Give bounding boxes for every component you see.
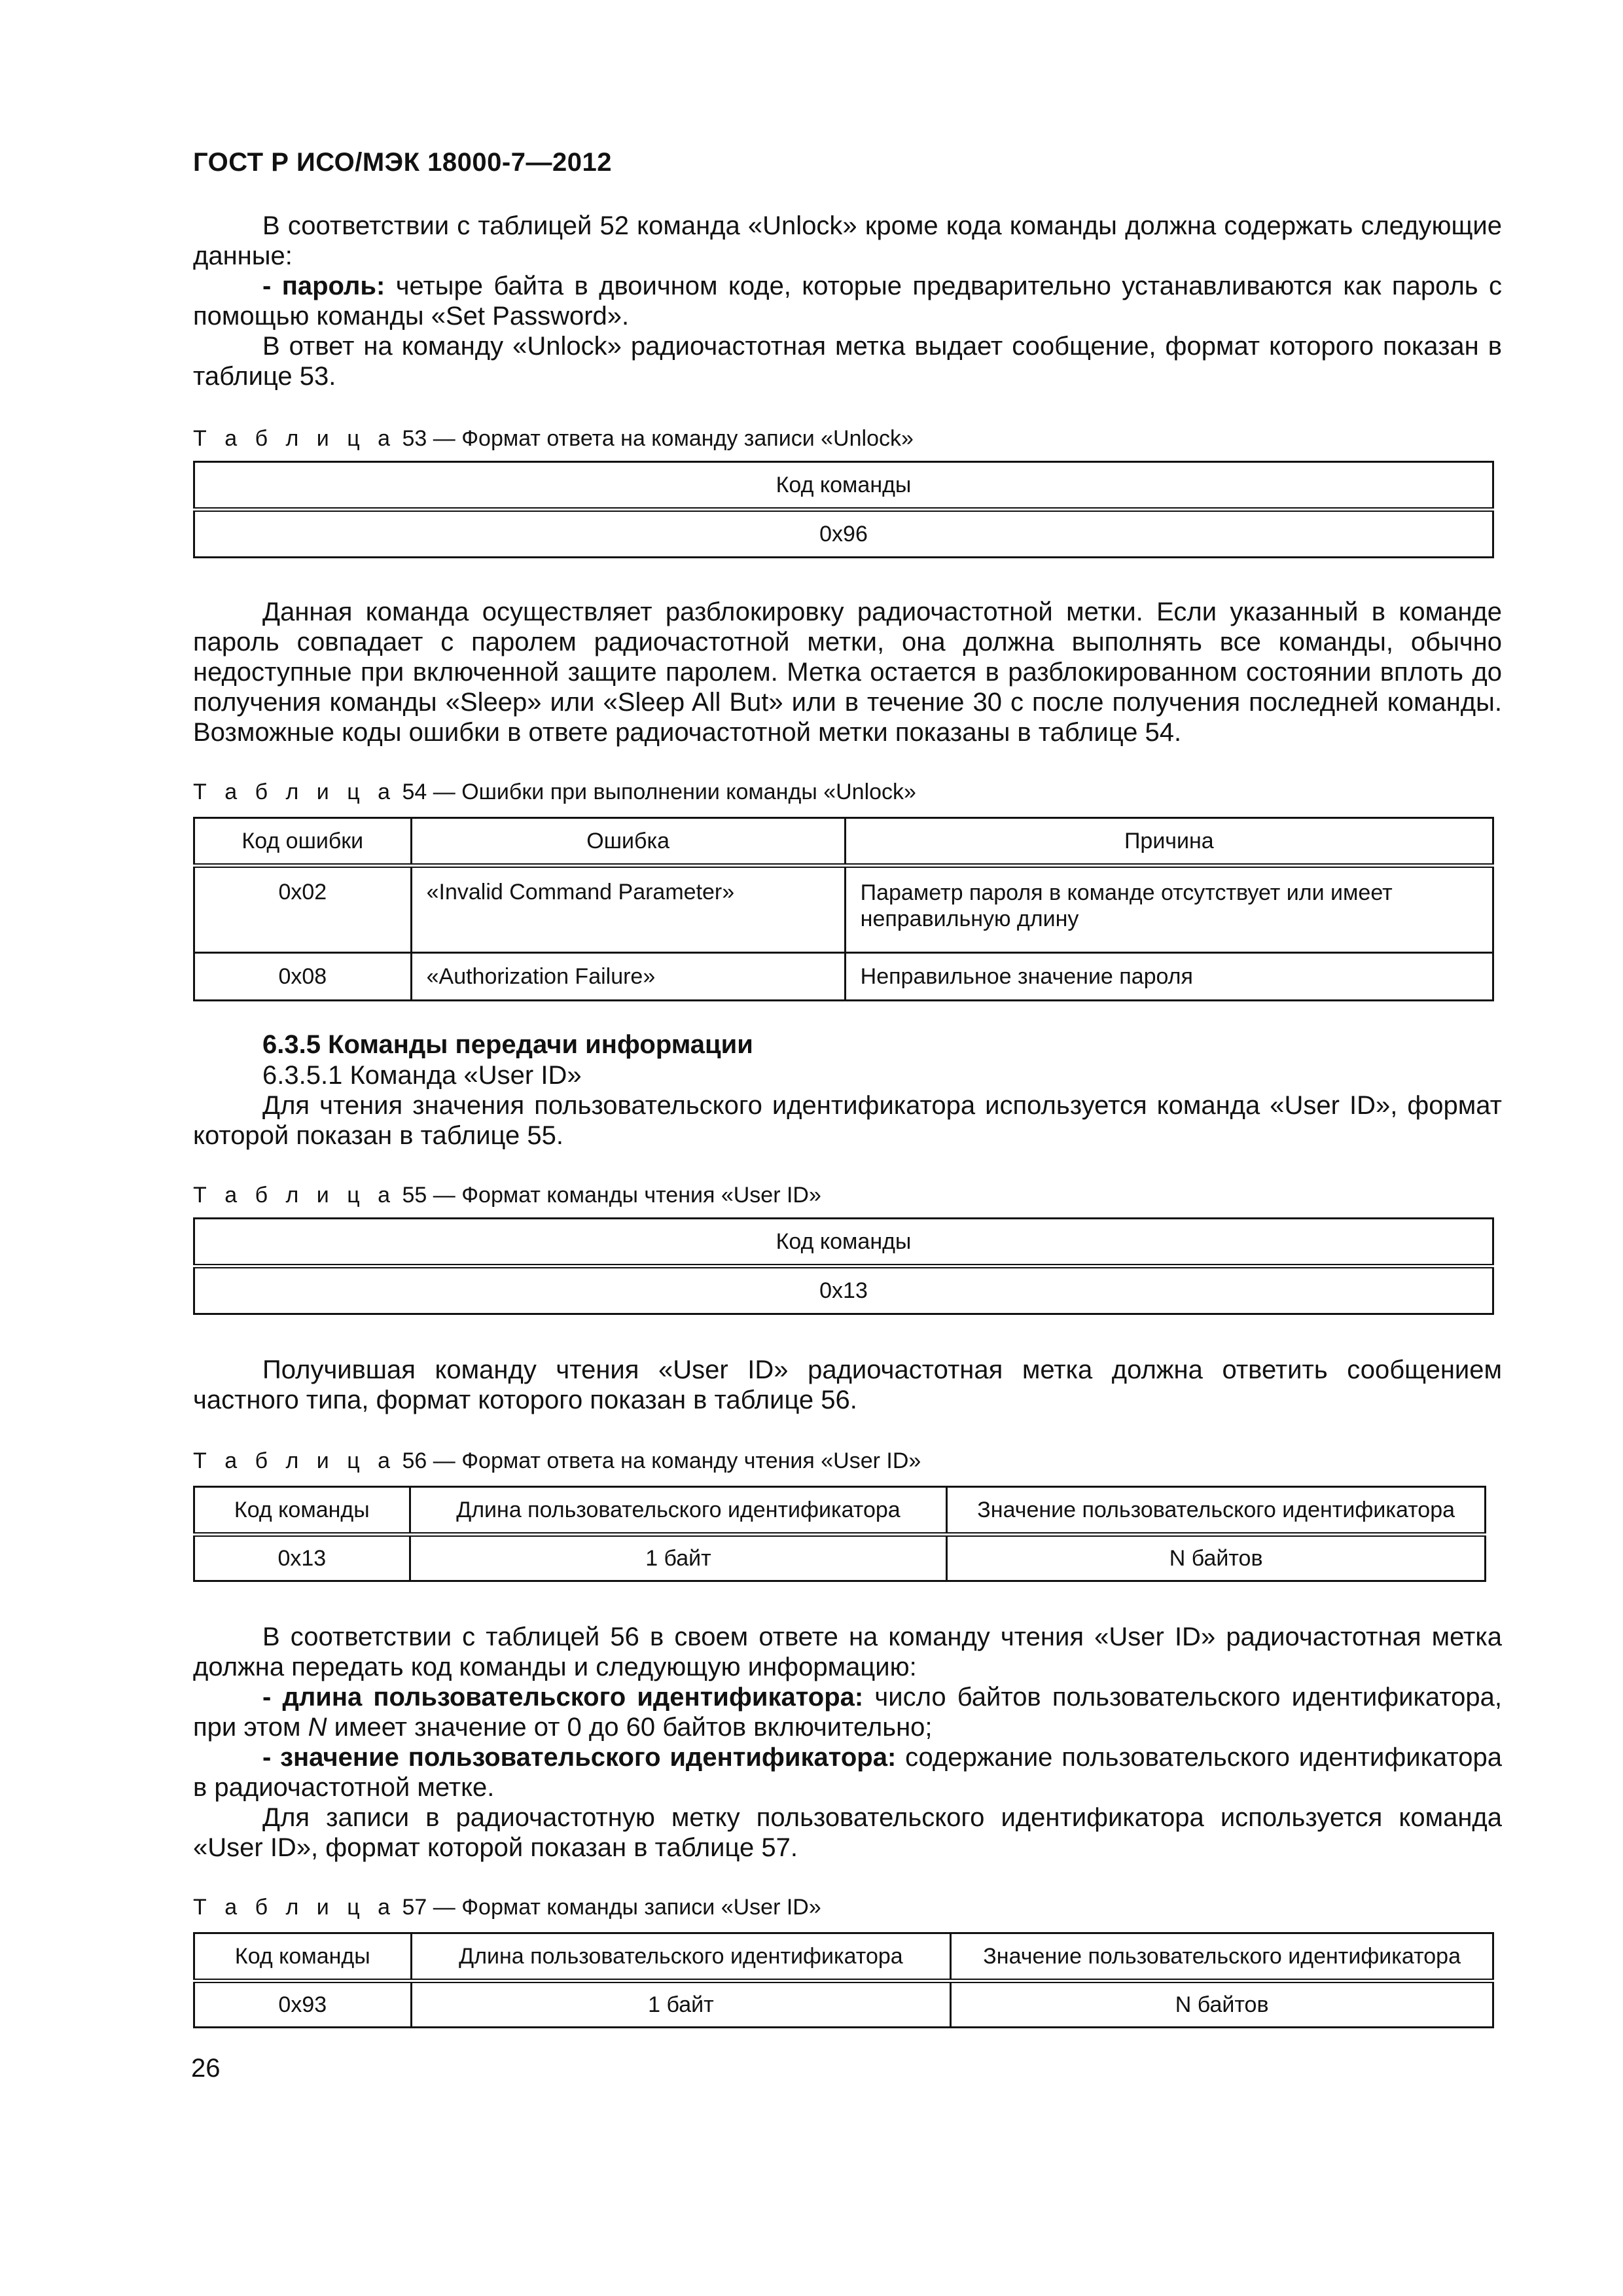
table-54-caption [193, 779, 916, 805]
paragraph: Для чтения значения пользовательского идентификатора используется команда «User ID», формат которой показан в таблице 55. [193, 1091, 1502, 1150]
document-header: ГОСТ Р ИСО/МЭК 18000-7—2012 [193, 148, 612, 177]
table-cell: N байтов [947, 1535, 1486, 1581]
paragraph: Для записи в радиочастотную метку пользовательского идентификатора используется команда «User ID», формат которой показан в таблице 57. [193, 1803, 1502, 1862]
table-header-cell: Код ошибки [194, 818, 412, 866]
term-text: содержание пользовательского идентификатора в радиочастотной метке. [193, 1743, 1502, 1802]
table-cell: «Invalid Command Parameter» [411, 866, 845, 953]
paragraph-block-section [193, 1060, 1502, 1151]
term-text: четыре байта в двоичном коде, которые предварительно устанавливаются как пароль с помощью команды «Set Password». [193, 272, 1503, 331]
table-55 [193, 1217, 1494, 1315]
caption-label: Т а б л и ц а [193, 1895, 397, 1920]
table-cell: N байтов [951, 1981, 1493, 2028]
subsection-title: 6.3.5.1 Команда «User ID» [262, 1061, 582, 1090]
term-label: - длина пользовательского идентификатора: [262, 1683, 864, 1712]
table-header-cell: Причина [845, 818, 1493, 866]
paragraph: В соответствии с таблицей 56 в своем ответе на команду чтения «User ID» радиочастотная метка должна передать код команды и следующую информацию: [193, 1623, 1502, 1681]
variable-n: N [308, 1713, 327, 1742]
table-header-cell: Значение пользовательского идентификатора [951, 1933, 1493, 1981]
table-header-cell: Код команды [194, 462, 1493, 510]
term-text: имеет значение от 0 до 60 байтов включительно; [327, 1713, 933, 1742]
list-item-id-length [193, 1682, 1502, 1742]
table-cell: «Authorization Failure» [411, 953, 845, 1001]
term-text: число байтов пользовательского идентификатора, при этом [193, 1683, 1502, 1742]
paragraph: Получившая команду чтения «User ID» радиочастотная метка должна ответить сообщением частного типа, формат которого показан в таблице 56. [193, 1355, 1502, 1414]
caption-label: Т а б л и ц а [193, 1448, 397, 1473]
table-header-cell: Длина пользовательского идентификатора [410, 1487, 947, 1535]
table-row [194, 866, 1493, 953]
table-cell: 0x96 [194, 510, 1493, 558]
table-row [194, 953, 1493, 1001]
paragraph: В ответ на команду «Unlock» радиочастотная метка выдает сообщение, формат которого показан в таблице 53. [193, 332, 1502, 391]
table-cell: 0x13 [194, 1535, 410, 1581]
caption-title: 54 — Ошибки при выполнении команды «Unlock» [396, 780, 916, 804]
paragraph-block-4 [193, 1622, 1502, 1863]
table-cell: 0x13 [194, 1266, 1493, 1314]
caption-label: Т а б л и ц а [193, 780, 397, 804]
caption-title: 57 — Формат команды записи «User ID» [396, 1895, 821, 1920]
table-56-caption [193, 1448, 921, 1474]
caption-label: Т а б л и ц а [193, 1183, 397, 1208]
paragraph-block-1 [193, 211, 1502, 391]
table-57 [193, 1932, 1494, 2028]
table-cell: 1 байт [410, 1535, 947, 1581]
caption-label: Т а б л и ц а [193, 426, 397, 451]
paragraph: В соответствии с таблицей 52 команда «Unlock» кроме кода команды должна содержать следующие данные: [193, 211, 1502, 270]
caption-title: 56 — Формат ответа на команду чтения «User ID» [396, 1448, 921, 1473]
table-53-caption [193, 425, 914, 452]
table-row [194, 1981, 1493, 2028]
table-cell: 0x93 [194, 1981, 412, 2028]
table-header-cell: Код команды [194, 1487, 410, 1535]
caption-title: 55 — Формат команды чтения «User ID» [396, 1183, 821, 1208]
table-57-caption [193, 1894, 821, 1920]
table-cell: Неправильное значение пароля [845, 953, 1493, 1001]
table-cell: Параметр пароля в команде отсутствует или имеет неправильную длину [845, 866, 1493, 953]
table-56 [193, 1486, 1486, 1582]
list-item-password [193, 271, 1502, 331]
list-item-id-value [193, 1742, 1502, 1803]
section-title: 6.3.5 Команды передачи информации [262, 1030, 753, 1059]
paragraph-block-3 [193, 1355, 1502, 1415]
caption-title: 53 — Формат ответа на команду записи «Unlock» [396, 426, 914, 451]
table-54 [193, 817, 1494, 1001]
term-label: - пароль: [262, 272, 385, 300]
table-55-caption [193, 1182, 821, 1208]
term-label: - значение пользовательского идентификатора: [262, 1743, 897, 1772]
paragraph-block-2 [193, 597, 1502, 747]
table-cell: 0x02 [194, 866, 412, 953]
table-53 [193, 461, 1494, 558]
paragraph: Данная команда осуществляет разблокировку радиочастотной метки. Если указанный в команде пароль совпадает с паролем радиочастотной метки, она должна выполнять все команды, обычно недоступные при включенной защите паролем. Метка остается в разблокированном состоянии вплоть до получения команды «Sleep» или «Sleep All But» или в течение 30 с после получения последней команды. Возможные коды ошибки в ответе радиочастотной метки показаны в таблице 54. [193, 598, 1502, 747]
table-header-cell: Ошибка [411, 818, 845, 866]
table-header-cell: Код команды [194, 1219, 1493, 1266]
page-number: 26 [191, 2054, 221, 2083]
table-header-cell: Длина пользовательского идентификатора [411, 1933, 951, 1981]
table-header-cell: Код команды [194, 1933, 412, 1981]
table-cell: 1 байт [411, 1981, 951, 2028]
table-header-cell: Значение пользовательского идентификатора [947, 1487, 1486, 1535]
table-row [194, 1535, 1486, 1581]
table-cell: 0x08 [194, 953, 412, 1001]
